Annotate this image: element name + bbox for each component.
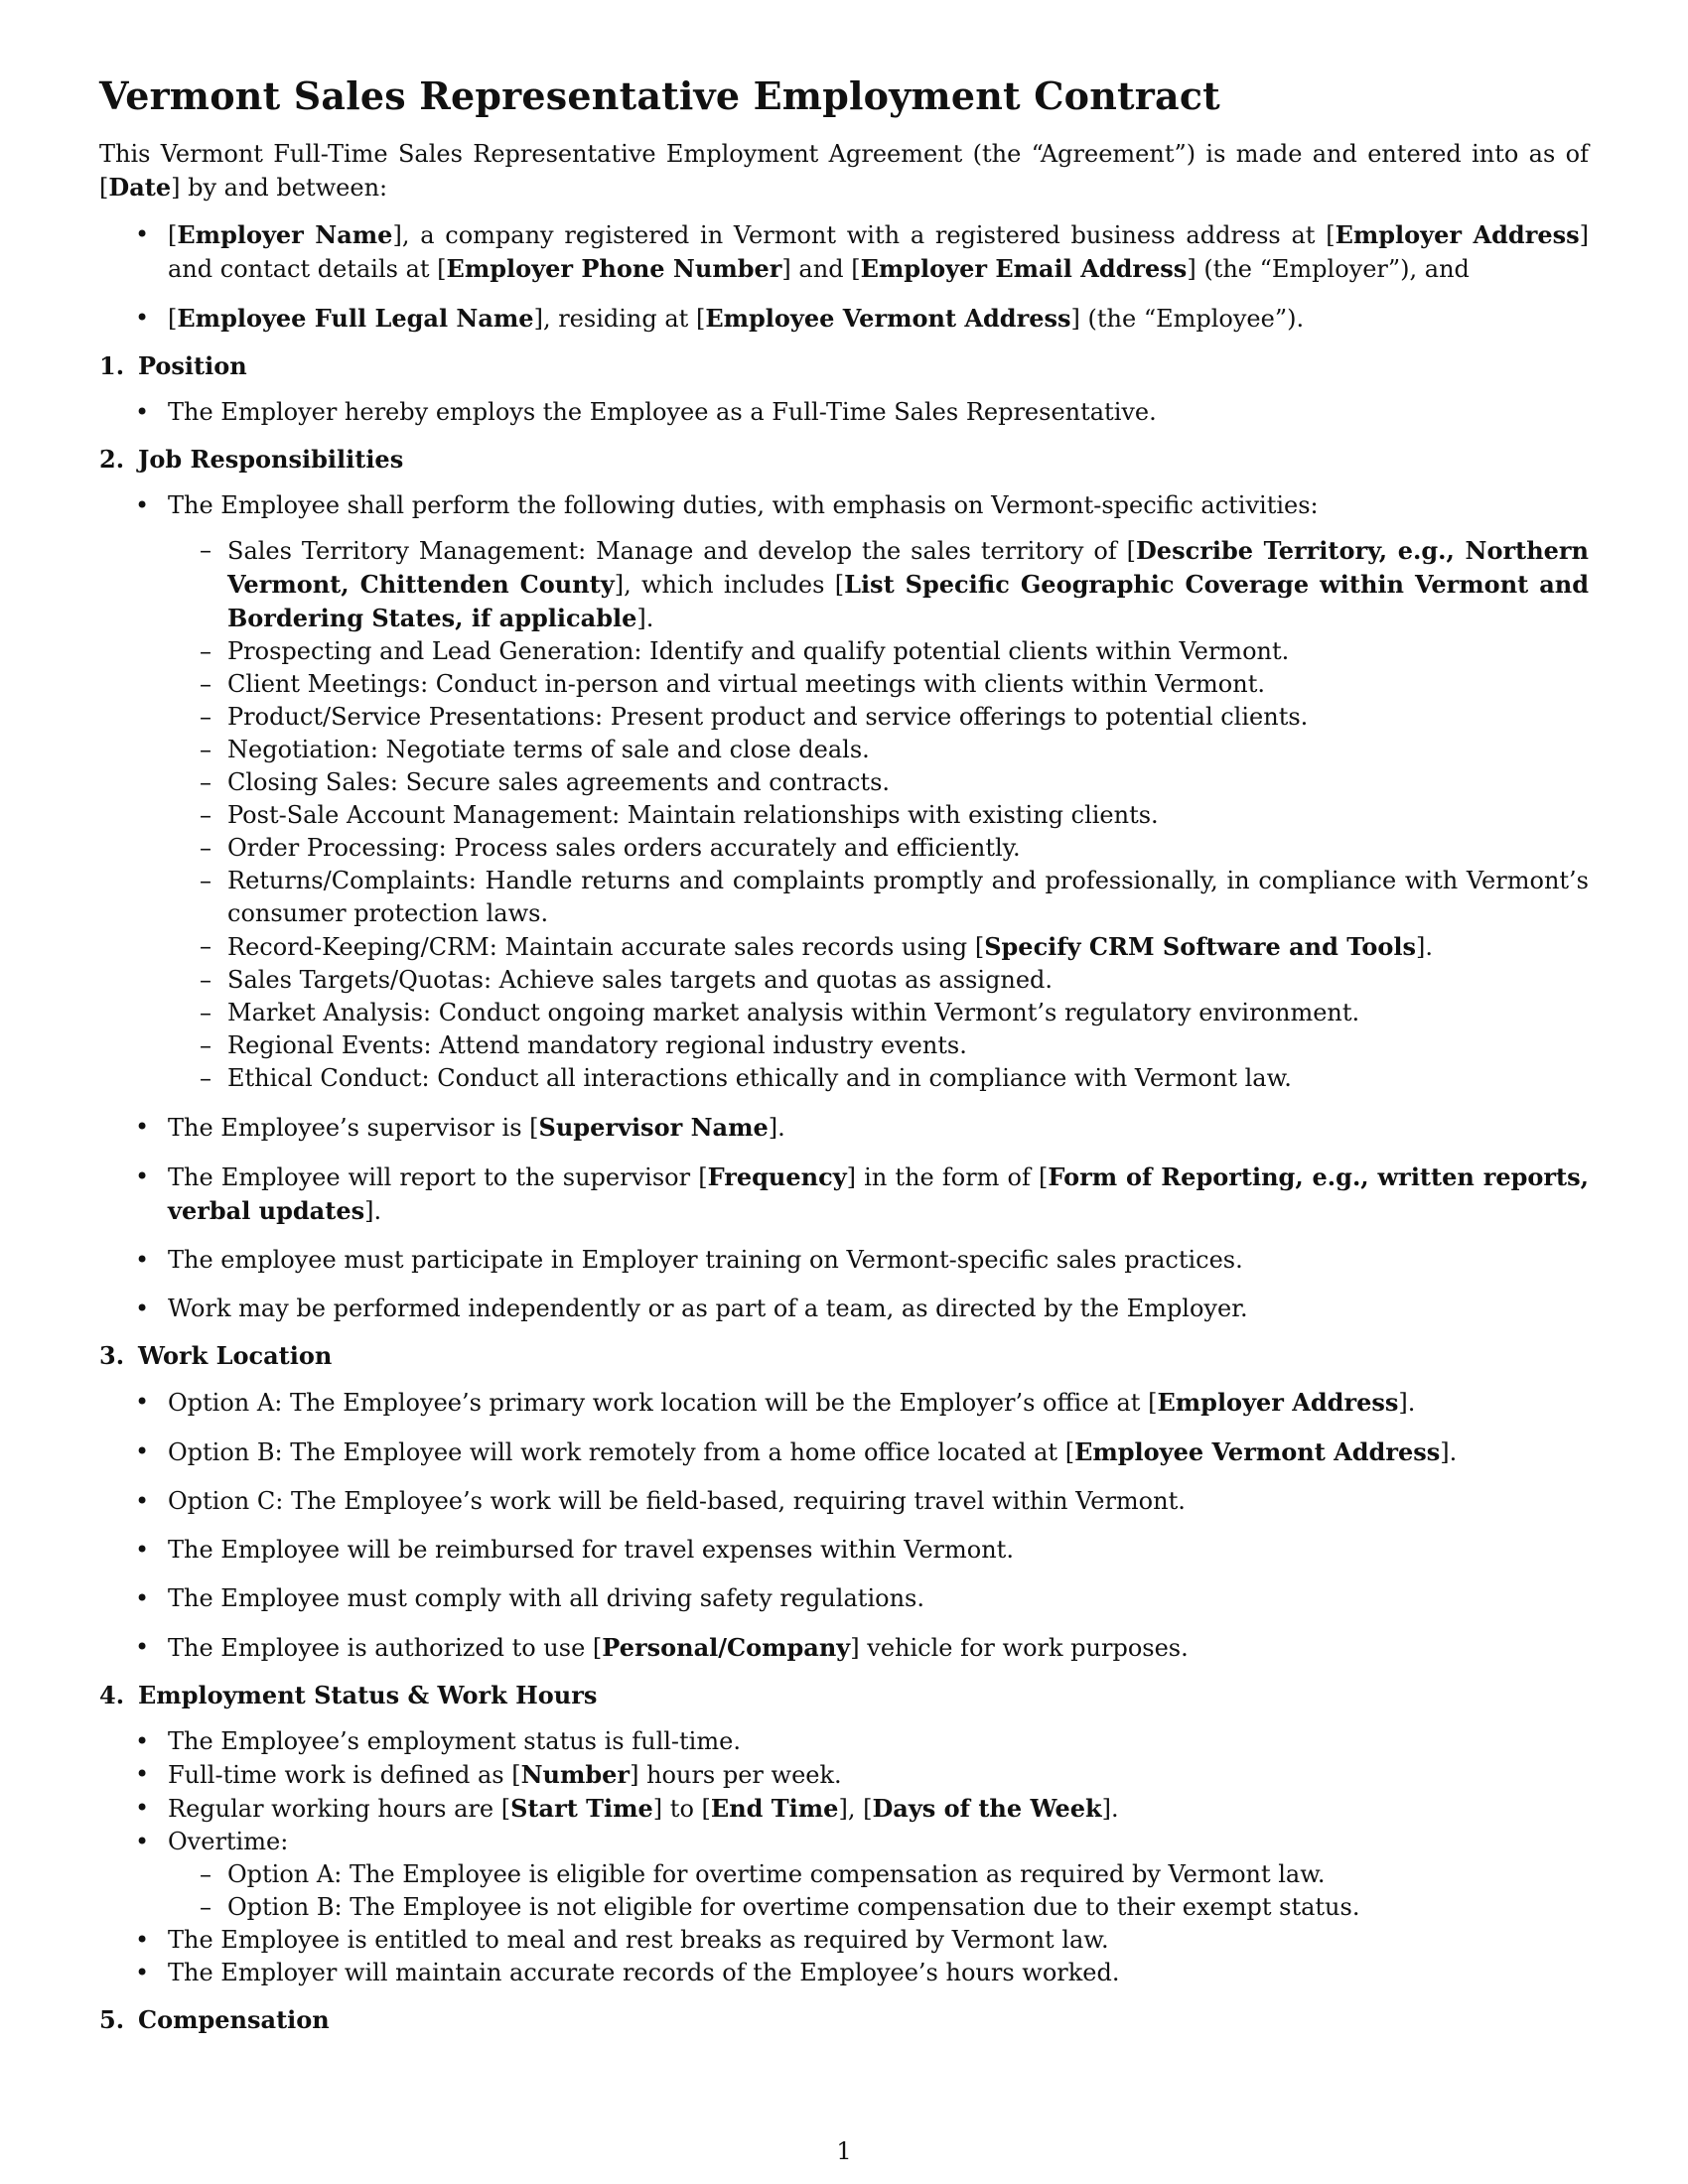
list-item: • The Employee will be reimbursed for travel expenses within Vermont. bbox=[99, 1534, 1589, 1567]
list-item: • The Employer will maintain accurate records of the Employee’s hours worked. bbox=[99, 1957, 1589, 1989]
intro-paragraph: This Vermont Full-Time Sales Representative Employment Agreement (the “Agreement”) is made and entered into as of [Date] by and between: bbox=[99, 140, 1589, 202]
list-item: • Regular working hours are [Start Time] to [End Time], [Days of the Week]. bbox=[99, 1792, 1589, 1826]
overtime-option: – Option B: The Employee is not eligible for overtime compensation due to their exempt status. bbox=[168, 1891, 1589, 1924]
list-item: • The Employee must comply with all driving safety regulations. bbox=[99, 1582, 1589, 1615]
work-location-list bbox=[99, 1386, 1589, 1665]
list-item: • The employee must participate in Employer training on Vermont-specific sales practices. bbox=[99, 1244, 1589, 1277]
responsibilities-list bbox=[99, 489, 1589, 1325]
page-number: 1 bbox=[836, 2137, 852, 2165]
duty-item: – Sales Territory Management: Manage and develop the sales territory of [Describe Territory, e.g., Northern Vermont, Chittenden County], which includes [List Specific Geographic Coverage within Vermont and Bordering States, if applicable]. bbox=[168, 534, 1589, 635]
list-item: • Full-time work is defined as [Number] hours per week. bbox=[99, 1758, 1589, 1792]
duty-item: – Product/Service Presentations: Present product and service offerings to potential clients. bbox=[168, 701, 1589, 734]
duty-item: – Record-Keeping/CRM: Maintain accurate sales records using [Specify CRM Software and Tools]. bbox=[168, 930, 1589, 964]
employment-status-list bbox=[99, 1725, 1589, 1989]
list-item: • The Employee is authorized to use [Personal/Company] vehicle for work purposes. bbox=[99, 1631, 1589, 1665]
list-item: • The Employee shall perform the following duties, with emphasis on Vermont-specific activities: – Sales Territory Management: Manage and develop the sales territory of [Describe Territory, e.g., Northern Vermont, Chittenden County], which includes [List Specific Geographic Coverage within Vermont and Bordering States, if applicable]. – Prospecting and Lead Generation: Identify and qualify potential clients within Vermont. – Client Meetings: Conduct in-person and virtual meetings with clients within Vermont. – Product/Service Presentations: Present product and service offerings to potential clients. – Negotiation: Negotiate terms of sale and close deals. – Closing Sales: Secure sales agreements and contracts. – Post-Sale Account Management: Maintain relationships with existing clients. – Order Processing: Process sales orders accurately and efficiently. – Returns/Complaints: Handle returns and complaints promptly and professionally, in compliance with Vermont’s consumer protection laws. – Record-Keeping/CRM: Maintain accurate sales records using [Specify CRM Software and Tools]. – Sales Targets/Quotas: Achieve sales targets and quotas as assigned. – Market Analysis: Conduct ongoing market analysis within Vermont’s regulatory environment. – Regional Events: Attend mandatory regional industry events. – Ethical Conduct: Conduct all interactions ethically and in compliance with Vermont law. bbox=[99, 489, 1589, 1095]
section-heading-position: 1. Position bbox=[99, 351, 247, 380]
employer-party: • [Employer Name], a company registered in Vermont with a registered business address at [Employer Address] and contact details at [Employer Phone Number] and [Employer Email Address] (the “Employer”), and bbox=[99, 218, 1589, 286]
list-item: • The Employee’s supervisor is [Supervisor Name]. bbox=[99, 1111, 1589, 1145]
duty-item: – Ethical Conduct: Conduct all interactions ethically and in compliance with Vermont law. bbox=[168, 1062, 1589, 1095]
employee-party: • [Employee Full Legal Name], residing at [Employee Vermont Address] (the “Employee”). bbox=[99, 302, 1589, 336]
duty-item: – Sales Targets/Quotas: Achieve sales targets and quotas as assigned. bbox=[168, 964, 1589, 997]
document-page bbox=[99, 73, 1590, 2050]
list-item: • The Employee’s employment status is full-time. bbox=[99, 1725, 1589, 1758]
overtime-options bbox=[168, 1858, 1589, 1924]
duty-item: – Prospecting and Lead Generation: Identify and qualify potential clients within Vermont. bbox=[168, 635, 1589, 668]
duty-item: – Market Analysis: Conduct ongoing market analysis within Vermont’s regulatory environment. bbox=[168, 997, 1589, 1029]
duty-item: – Returns/Complaints: Handle returns and complaints promptly and professionally, in compliance with Vermont’s consumer protection laws. bbox=[168, 865, 1589, 930]
list-item: • The Employer hereby employs the Employee as a Full-Time Sales Representative. bbox=[99, 396, 1589, 429]
list-item: • The Employee is entitled to meal and rest breaks as required by Vermont law. bbox=[99, 1924, 1589, 1957]
duty-item: – Post-Sale Account Management: Maintain relationships with existing clients. bbox=[168, 799, 1589, 832]
list-item: • Option C: The Employee’s work will be field-based, requiring travel within Vermont. bbox=[99, 1485, 1589, 1518]
parties-list bbox=[99, 218, 1589, 336]
section-heading-job-responsibilities: 2. Job Responsibilities bbox=[99, 445, 404, 474]
list-item: • Work may be performed independently or as part of a team, as directed by the Employer. bbox=[99, 1293, 1589, 1325]
section-heading-employment-status: 4. Employment Status & Work Hours bbox=[99, 1681, 598, 1709]
document-title: Vermont Sales Representative Employment Contract bbox=[99, 73, 1220, 118]
section-heading-work-location: 3. Work Location bbox=[99, 1341, 333, 1370]
date-placeholder: Date bbox=[108, 173, 172, 202]
duty-item: – Regional Events: Attend mandatory regional industry events. bbox=[168, 1029, 1589, 1062]
list-item: • Overtime: – Option A: The Employee is eligible for overtime compensation as required by Vermont law. – Option B: The Employee is not eligible for overtime compensation due to their exempt status. bbox=[99, 1826, 1589, 1924]
section-heading-compensation: 5. Compensation bbox=[99, 2005, 330, 2034]
duty-item: – Client Meetings: Conduct in-person and virtual meetings with clients within Vermont. bbox=[168, 668, 1589, 701]
duties-list bbox=[168, 534, 1589, 1095]
overtime-option: – Option A: The Employee is eligible for overtime compensation as required by Vermont law. bbox=[168, 1858, 1589, 1891]
list-item: • Option B: The Employee will work remotely from a home office located at [Employee Vermont Address]. bbox=[99, 1435, 1589, 1469]
position-list bbox=[99, 396, 1589, 429]
list-item: • The Employee will report to the supervisor [Frequency] in the form of [Form of Reporting, e.g., written reports, verbal updates]. bbox=[99, 1160, 1589, 1228]
duty-item: – Order Processing: Process sales orders accurately and efficiently. bbox=[168, 832, 1589, 865]
duty-item: – Closing Sales: Secure sales agreements and contracts. bbox=[168, 766, 1589, 799]
duty-item: – Negotiation: Negotiate terms of sale and close deals. bbox=[168, 734, 1589, 766]
list-item: • Option A: The Employee’s primary work location will be the Employer’s office at [Employer Address]. bbox=[99, 1386, 1589, 1420]
